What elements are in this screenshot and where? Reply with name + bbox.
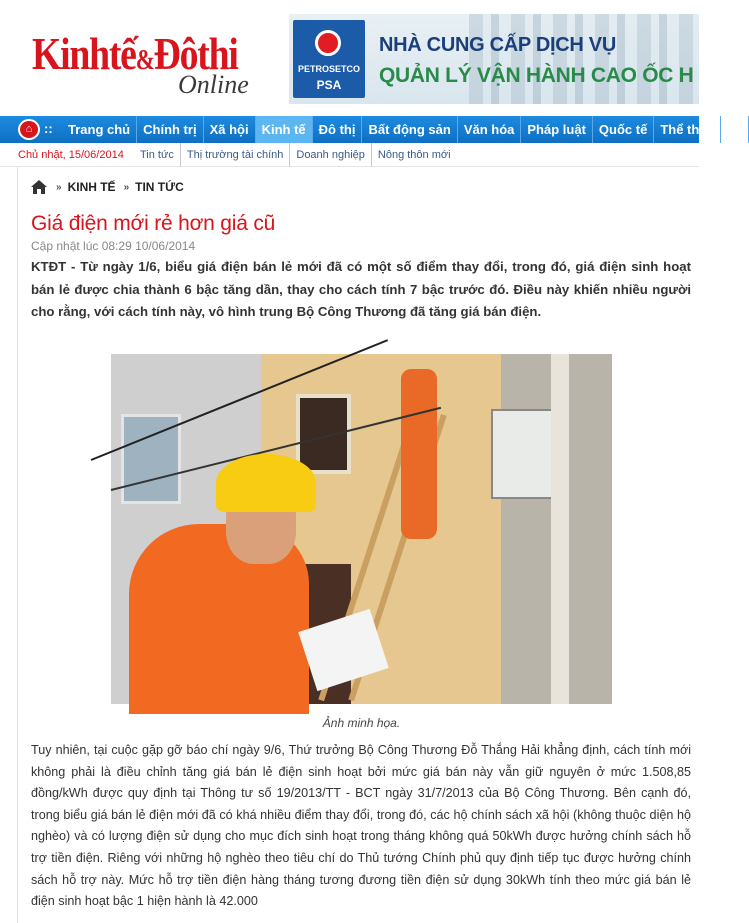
nav-item[interactable]: Pháp luật xyxy=(521,116,593,143)
banner-headline: NHÀ CUNG CẤP DỊCH VỤ xyxy=(379,34,616,56)
nav-separator: :: xyxy=(44,121,53,136)
nav-item[interactable]: Trang chủ xyxy=(62,116,137,143)
petrosetco-logo xyxy=(293,20,365,98)
nav-item[interactable]: Bất động sản xyxy=(362,116,457,143)
sub-nav-link[interactable]: Doanh nghiệp xyxy=(290,143,372,167)
sub-nav-links xyxy=(140,143,457,167)
site-logo[interactable] xyxy=(28,26,268,102)
article-photo xyxy=(111,354,612,704)
nav-item[interactable]: Đô thị xyxy=(313,116,363,143)
petrosetco-emblem-icon xyxy=(315,30,341,56)
main-nav xyxy=(0,116,743,143)
sub-nav-link[interactable]: Nông thôn mới xyxy=(377,149,451,161)
banner-skyline xyxy=(469,14,699,104)
sub-nav-link[interactable]: Thị trường tài chính xyxy=(181,143,291,167)
logo-wordmark: Kinhtế&Đôthi xyxy=(32,28,238,79)
breadcrumb-chevron-icon: » xyxy=(123,181,130,193)
banner-logo-brand: PETROSETCO xyxy=(297,64,360,74)
banner-tagline: QUẢN LÝ VẬN HÀNH CAO ỐC H xyxy=(379,64,694,87)
nav-menu xyxy=(62,116,749,143)
article-lead: KTĐT - Từ ngày 1/6, biểu giá điện bán lẻ mới đã có một số điểm thay đổi, trong đó, giá điện sinh hoạt bán lẻ được chia thành 6 bậc tăng dần, thay cho cách tính 7 bậc trước đó. Điều này khiến nhiều người cho rằng, với cách tính này, vô hình trung Bộ Công Thương đã tăng giá bán điện. xyxy=(31,259,691,319)
article-timestamp: Cập nhật lúc 08:29 10/06/2014 xyxy=(31,239,196,253)
home-icon[interactable] xyxy=(30,179,48,195)
banner-logo-psa: PSA xyxy=(316,78,342,92)
breadcrumb-chevron-icon: » xyxy=(56,181,62,193)
article-body: Tuy nhiên, tại cuộc gặp gỡ báo chí ngày 9/6, Thứ trưởng Bộ Công Thương Đỗ Thắng Hải khẳng định, cách tính mới không phải là điều chỉnh tăng giá bán lẻ điện sinh hoạt bởi mức giá bán này vẫn giữ nguyên ở mức 1.508,85 đồng/kWh được quy định tại Thông tư số 19/2013/TT - BCT ngày 31/7/2013 của Bộ Công Thương. Bên cạnh đó, trong biểu giá bán lẻ điện mới đã có khá nhiều điểm thay đổi, trong đó, các hộ chính sách xã hội (không thuộc diện hộ nghèo) và có lượng điện sử dụng cho mục đích sinh hoạt trong tháng không quá 50kWh được hưởng chính sách hỗ trợ tiền điện. Riêng với những hộ nghèo theo tiêu chí do Thủ tướng Chính phủ quy định tiếp tục được hưởng chính sách hỗ trợ này. Mức hỗ trợ tiền điện hàng tháng tương đương tiền điện sử dụng 30kWh tính theo mức giá bán lẻ điện sinh hoạt bậc 1 hiện hành là 42.000 xyxy=(31,743,691,909)
breadcrumb-item-kinh-te[interactable]: KINH TẾ xyxy=(67,180,116,194)
sub-nav xyxy=(0,143,699,167)
nav-item[interactable]: Chính trị xyxy=(137,116,203,143)
current-date: Chủ nhật, 15/06/2014 xyxy=(18,149,124,161)
nav-item[interactable]: Văn hóa xyxy=(458,116,522,143)
sub-nav-link[interactable]: Tin tức xyxy=(140,143,181,167)
nav-item[interactable]: Xã hội xyxy=(204,116,256,143)
breadcrumb xyxy=(30,176,184,198)
photo-caption: Ảnh minh họa. xyxy=(322,716,401,730)
home-emblem-icon[interactable]: ⌂ xyxy=(18,119,40,140)
article-title: Giá điện mới rẻ hơn giá cũ xyxy=(31,212,276,235)
nav-item[interactable]: Tu xyxy=(721,116,749,143)
article-container xyxy=(17,167,699,923)
nav-item[interactable]: Quốc tế xyxy=(593,116,654,143)
nav-item[interactable]: Thể thao xyxy=(654,116,721,143)
logo-subtitle: Online xyxy=(178,70,249,99)
ad-banner[interactable] xyxy=(289,14,699,104)
nav-item[interactable]: Kinh tế xyxy=(256,116,313,143)
breadcrumb-item-tin-tuc[interactable]: TIN TỨC xyxy=(135,180,184,194)
site-header xyxy=(0,0,699,116)
